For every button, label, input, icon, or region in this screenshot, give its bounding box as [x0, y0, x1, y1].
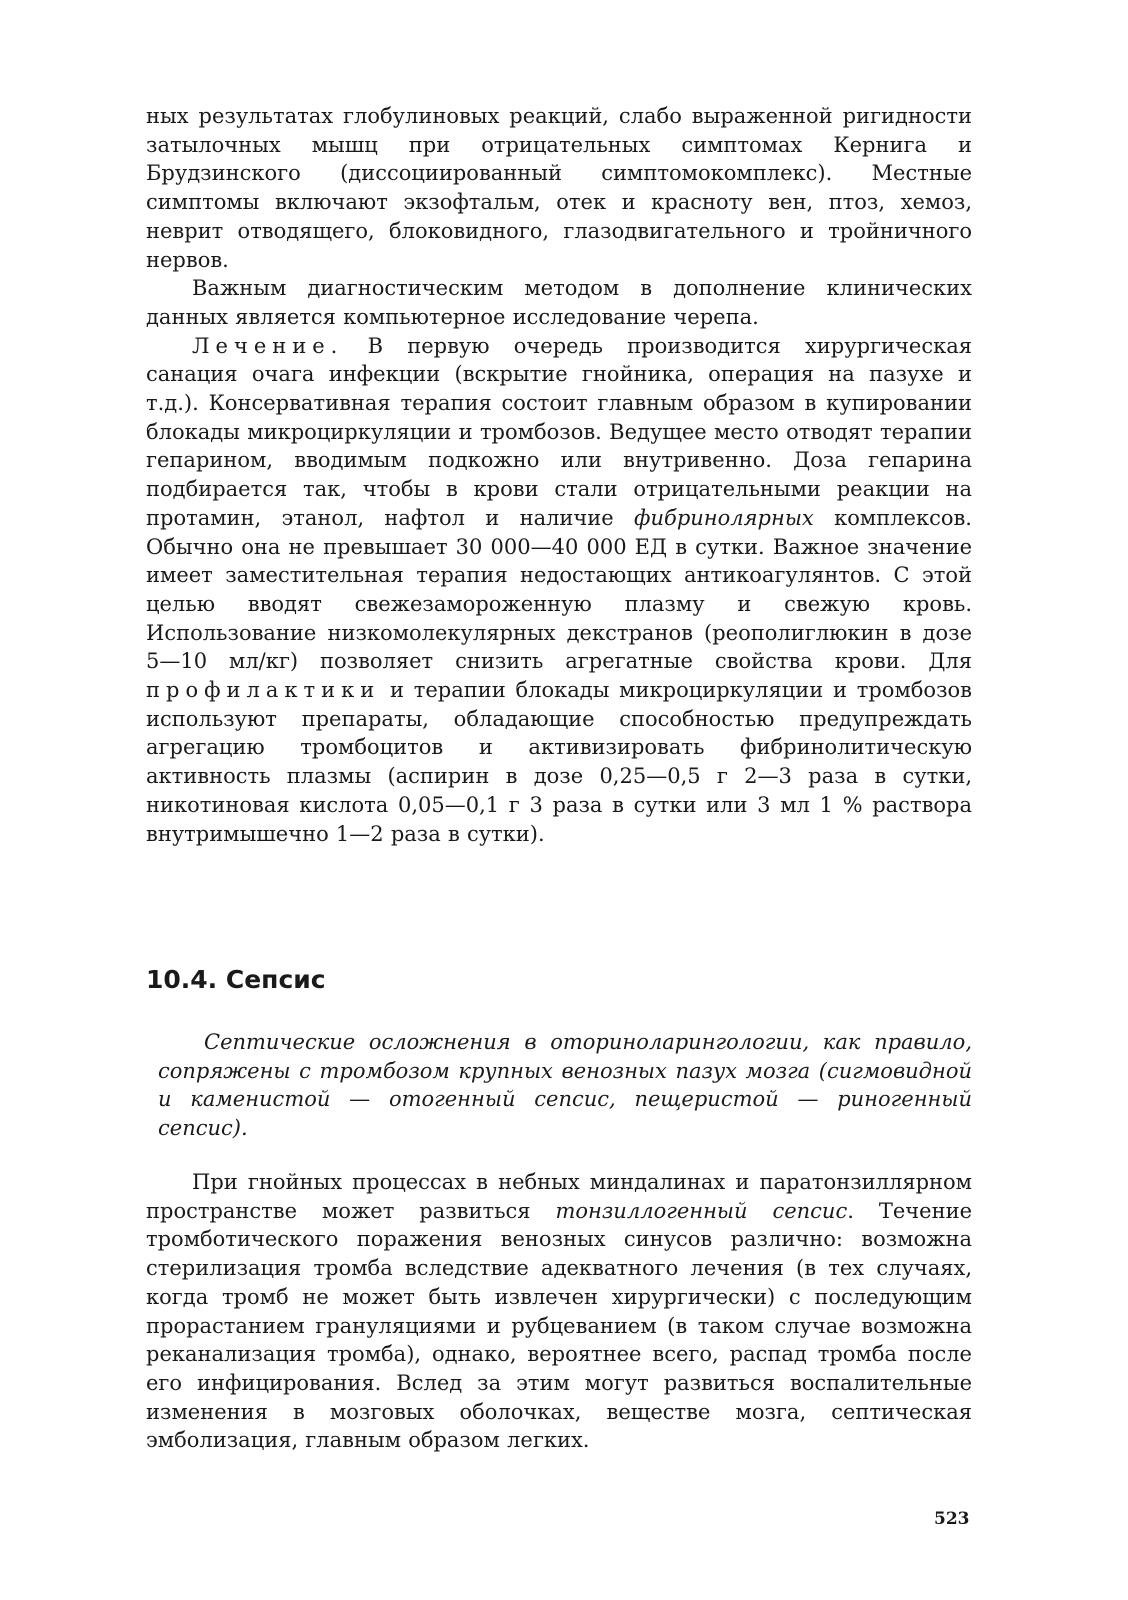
page-number: 523: [934, 1509, 970, 1529]
paragraph-diagnostics: Важным диагностическим методом в дополнение клинических данных является компьютерное исследование черепа.: [146, 276, 972, 329]
sepsis-text-a: При гнойных процессах в небных миндалинах и паратонзиллярном пространстве может развиться: [146, 1170, 972, 1223]
treatment-text-b: комплексов. Обычно она не превышает 30 000—40 000 ЕД в сутки. Важное значение имеет заместительная терапия недостающих антикоагулянтов. С этой целью вводят свежезамороженную плазму и свежую кровь. Использование низкомолекулярных декстранов (реополиглюкин в дозе 5—10 мл/кг) позволяет снизить агрегатные свойства крови. Для: [146, 505, 972, 674]
lead-paragraph: Септические осложнения в оториноларингологии, как правило, сопряжены с тромбозом крупных венозных пазух мозга (сигмовидной и каменистой — отогенный сепсис, пещеристой — риногенный сепсис).: [158, 1030, 972, 1140]
paragraph-sepsis: [146, 1168, 972, 1455]
sepsis-italic-term: тонзиллогенный сепсис: [555, 1198, 848, 1223]
treatment-label: Лечение.: [192, 333, 344, 358]
paragraph-treatment: [146, 332, 972, 849]
treatment-italic-term: фибринолярных: [634, 505, 814, 530]
page-body: [146, 102, 972, 848]
section-lead: [158, 1028, 972, 1142]
paragraph-continuation: ных результатах глобулиновых реакций, слабо выраженной ригидности затылочных мышц при отрицательных симптомах Кернига и Брудзинского (диссоциированный симптомокомплекс). Местные симптомы включают экзофтальм, отек и красноту вен, птоз, хемоз, неврит отводящего, блоковидного, глазодвигательного и тройничного нервов.: [146, 104, 972, 272]
section-body: [146, 1168, 972, 1455]
treatment-text-a: В первую очередь производится хирургическая санация очага инфекции (вскрытие гнойника, операция на пазухе и т.д.). Консервативная терапия состоит главным образом в купировании блокады микроциркуляции и тромбозов. Ведущее место отводят терапии гепарином, вводимым подкожно или внутривенно. Доза гепарина подбирается так, чтобы в крови стали отрицательными реакции на протамин, этанол, нафтол и наличие: [146, 333, 972, 530]
section-heading: 10.4. Сепсис: [146, 965, 326, 994]
sepsis-text-b: . Течение тромботического поражения венозных синусов различно: возможна стерилизация тромба вследствие адекватного лечения (в тех случаях, когда тромб не может быть извлечен хирургически) с последующим прорастанием грануляциями и рубцеванием (в таком случае возможна реканализация тромба), однако, вероятнее всего, распад тромба после его инфицирования. Вслед за этим могут развиться воспалительные изменения в мозговых оболочках, веществе мозга, септическая эмболизация, главным образом легких.: [146, 1198, 972, 1453]
treatment-spaced-word: профилактики: [146, 678, 381, 703]
treatment-text-c: и терапии блокады микроциркуляции и тромбозов используют препараты, обладающие способностью предупреждать агрегацию тромбоцитов и активизировать фибринолитическую активность плазмы (аспирин в дозе 0,25—0,5 г 2—3 раза в сутки, никотиновая кислота 0,05—0,1 г 3 раза в сутки или 3 мл 1 % раствора внутримышечно 1—2 раза в сутки).: [146, 678, 972, 846]
